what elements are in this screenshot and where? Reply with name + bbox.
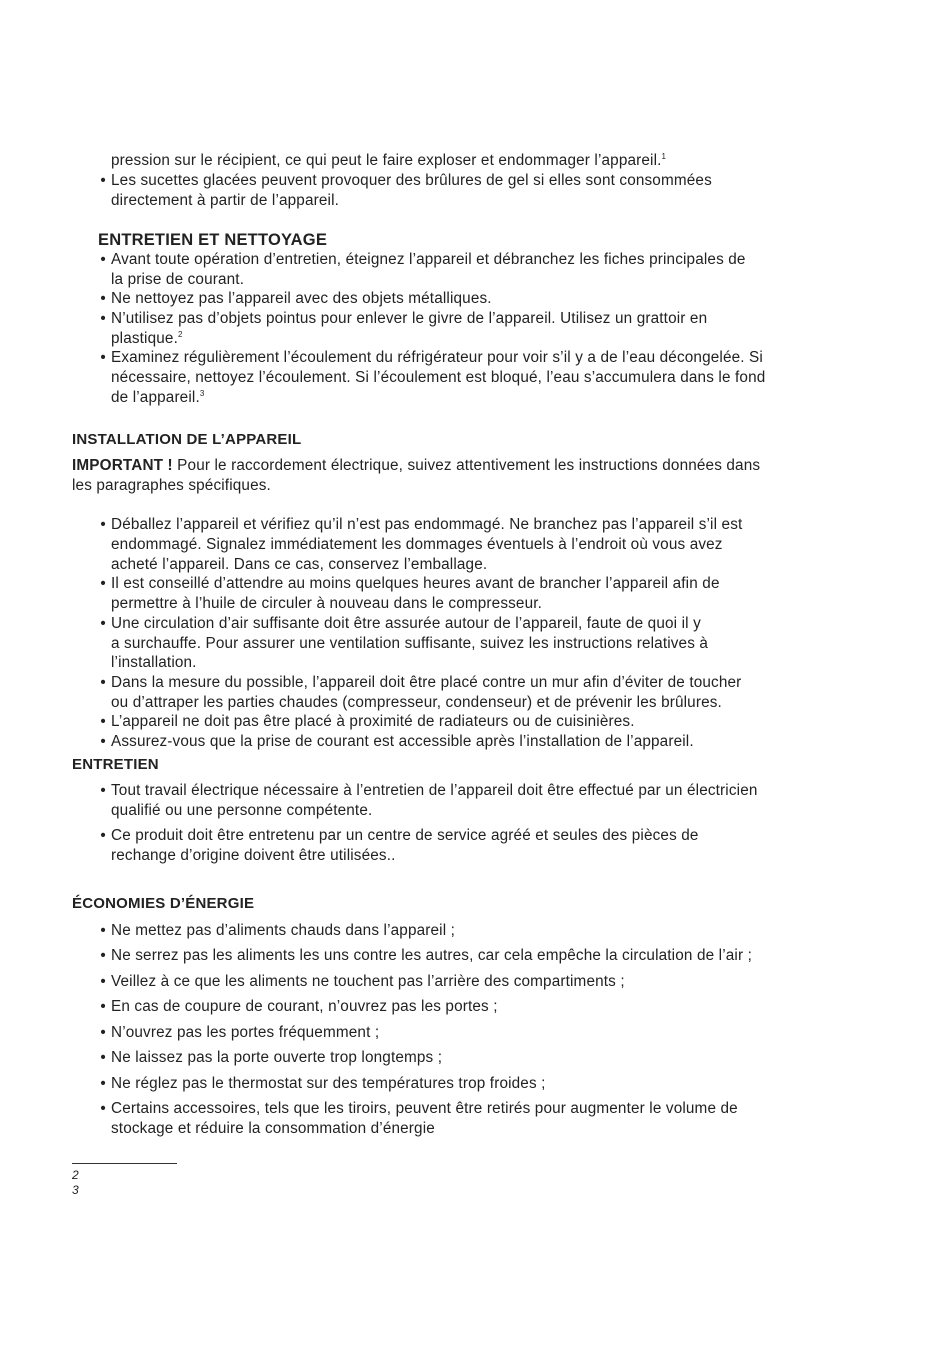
list-item: Assurez-vous que la prise de courant est accessible après l’installation de l’appareil. xyxy=(111,733,694,750)
list-item: Tout travail électrique nécessaire à l’entretien de l’appareil doit être effectué par un électricien xyxy=(111,782,758,799)
list-item-continuation: de l’appareil.$^3$ xyxy=(111,389,205,406)
bullet-icon: • xyxy=(100,615,106,632)
bullet-icon: • xyxy=(100,733,106,750)
list-item: En cas de coupure de courant, n’ouvrez pas les portes ; xyxy=(111,998,498,1015)
list-item: Ne mettez pas d’aliments chauds dans l’appareil ; xyxy=(111,922,456,939)
list-item-continuation: ou d’attraper les parties chaudes (compresseur, condenseur) et de prévenir les brûlures. xyxy=(111,694,722,711)
list-item-continuation: permettre à l’huile de circuler à nouveau dans le compresseur. xyxy=(111,595,543,612)
list-item: Il est conseillé d’attendre au moins quelques heures avant de brancher l’appareil afin de xyxy=(111,575,720,592)
footnote-number: 2 xyxy=(72,1168,79,1182)
bullet-icon: • xyxy=(100,947,106,964)
bullet-icon: • xyxy=(100,349,106,366)
footnote-ref: 1 xyxy=(661,152,667,161)
list-item: Avant toute opération d’entretien, éteignez l’appareil et débranchez les fiches principales de xyxy=(111,251,746,268)
list-item-continuation: a surchauffe. Pour assurer une ventilation suffisante, suivez les instructions relatives à xyxy=(111,635,709,652)
list-item-continuation: stockage et réduire la consommation d’énergie xyxy=(111,1120,435,1137)
list-item: Certains accessoires, tels que les tiroirs, peuvent être retirés pour augmenter le volume de xyxy=(111,1100,738,1117)
section-heading: ENTRETIEN xyxy=(72,756,159,773)
bullet-icon: • xyxy=(100,1024,106,1041)
list-item: L’appareil ne doit pas être placé à proximité de radiateurs ou de cuisinières. xyxy=(111,713,635,730)
list-item: Ne laissez pas la porte ouverte trop longtemps ; xyxy=(111,1049,443,1066)
list-item-continuation: plastique.$^2$ xyxy=(111,330,183,347)
list-item: Veillez à ce que les aliments ne touchent pas l’arrière des compartiments ; xyxy=(111,973,625,990)
list-item: Une circulation d’air suffisante doit être assurée autour de l’appareil, faute de quoi il y xyxy=(111,615,701,632)
continuation-line: pression sur le récipient, ce qui peut le faire exploser et endommager l’appareil.$^1$ xyxy=(111,152,667,169)
list-item: Ne réglez pas le thermostat sur des températures trop froides ; xyxy=(111,1075,546,1092)
list-item: N’ouvrez pas les portes fréquemment ; xyxy=(111,1024,380,1041)
list-item-continuation: nécessaire, nettoyez l’écoulement. Si l’écoulement est bloqué, l’eau s’accumulera dans le fond xyxy=(111,369,766,386)
bullet-icon: • xyxy=(100,251,106,268)
list-item: Ne serrez pas les aliments les uns contre les autres, car cela empêche la circulation de l’air ; xyxy=(111,947,753,964)
list-item-continuation: l’installation. xyxy=(111,654,197,671)
section-heading: ÉCONOMIES D’ÉNERGIE xyxy=(72,895,255,912)
list-item: N’utilisez pas d’objets pointus pour enlever le givre de l’appareil. Utilisez un grattoir en xyxy=(111,310,708,327)
bullet-icon: • xyxy=(100,713,106,730)
bullet-icon: • xyxy=(100,310,106,327)
bullet-icon: • xyxy=(100,998,106,1015)
footnote-ref: 2 xyxy=(177,330,183,339)
list-item-continuation: directement à partir de l’appareil. xyxy=(111,192,340,209)
list-item: Déballez l’appareil et vérifiez qu’il n’est pas endommagé. Ne branchez pas l’appareil s’il est xyxy=(111,516,743,533)
list-item: Examinez régulièrement l’écoulement du réfrigérateur pour voir s’il y a de l’eau décongelée. Si xyxy=(111,349,763,366)
bullet-icon: • xyxy=(100,290,106,307)
bullet-icon: • xyxy=(100,922,106,939)
list-item: Ce produit doit être entretenu par un centre de service agréé et seules des pièces de xyxy=(111,827,699,844)
footnote-number: 3 xyxy=(72,1183,79,1197)
bullet-icon: • xyxy=(100,973,106,990)
list-item: Les sucettes glacées peuvent provoquer des brûlures de gel si elles sont consommées xyxy=(111,172,712,189)
important-note: IMPORTANT ! Pour le raccordement électrique, suivez attentivement les instructions données dans xyxy=(72,457,761,474)
bullet-icon: • xyxy=(100,172,106,189)
important-label: IMPORTANT ! xyxy=(72,457,173,474)
bullet-icon: • xyxy=(100,1075,106,1092)
list-item: Ne nettoyez pas l’appareil avec des objets métalliques. xyxy=(111,290,492,307)
list-item-continuation: la prise de courant. xyxy=(111,271,245,288)
bullet-icon: • xyxy=(100,516,106,533)
bullet-icon: • xyxy=(100,575,106,592)
bullet-icon: • xyxy=(100,827,106,844)
list-item-continuation: qualifié ou une personne compétente. xyxy=(111,802,373,819)
bullet-icon: • xyxy=(100,782,106,799)
bullet-icon: • xyxy=(100,1100,106,1117)
section-heading: ENTRETIEN ET NETTOYAGE xyxy=(98,231,328,249)
footnote-ref: 3 xyxy=(199,389,205,398)
bullet-icon: • xyxy=(100,674,106,691)
list-item-continuation: rechange d’origine doivent être utilisées.. xyxy=(111,847,396,864)
list-item: Dans la mesure du possible, l’appareil doit être placé contre un mur afin d’éviter de toucher xyxy=(111,674,742,691)
list-item-continuation: acheté l’appareil. Dans ce cas, conservez l’emballage. xyxy=(111,556,488,573)
footnote-divider xyxy=(72,1163,177,1164)
bullet-icon: • xyxy=(100,1049,106,1066)
section-heading: INSTALLATION DE L’APPAREIL xyxy=(72,431,302,448)
list-item-continuation: endommagé. Signalez immédiatement les dommages éventuels à l’endroit où vous avez xyxy=(111,536,723,553)
important-note-continuation: les paragraphes spécifiques. xyxy=(72,477,271,494)
